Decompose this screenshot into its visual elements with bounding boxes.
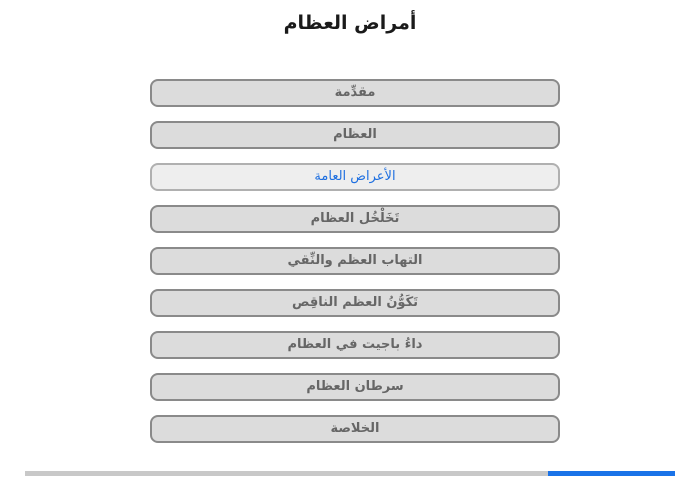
menu-item-introduction[interactable]: مقدِّمة <box>150 79 560 107</box>
menu-item-general-symptoms[interactable]: الأعراض العامة <box>150 163 560 191</box>
menu-item-bones[interactable]: العظام <box>150 121 560 149</box>
menu-item-osteogenesis-imperfecta[interactable]: تَكَوُّنُ العظم الناقِص <box>150 289 560 317</box>
menu-item-bone-cancer[interactable]: سرطان العظام <box>150 373 560 401</box>
progress-bar-fill <box>548 471 675 476</box>
menu-item-osteoporosis[interactable]: تَخَلْخُل العظام <box>150 205 560 233</box>
menu-item-paget-disease[interactable]: داءُ باجيت في العظام <box>150 331 560 359</box>
page-title: أمراض العظام <box>283 12 417 34</box>
progress-bar <box>25 471 675 476</box>
menu-item-summary[interactable]: الخلاصة <box>150 415 560 443</box>
chapter-menu <box>150 79 560 457</box>
menu-item-osteomyelitis[interactable]: التهاب العظم والنِّقي <box>150 247 560 275</box>
